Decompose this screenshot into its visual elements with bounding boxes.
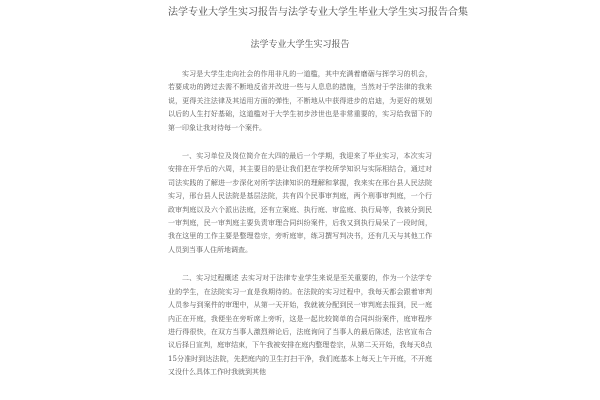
paragraph-intro: 实习是大学生走向社会的作用非凡的一道槛，其中充满着磨砺与挥学习的机会，若要成功的跨过去需不断地反省并改进一些与人息息的措施，当然对于学法律的我来说，更得关注法律及其适用方面的弹性，不断地从中获得进步的启迪，为更好的规划以后的人生打好基础，这道槛对于大学生初步涉世也是非常重要的，实习给我留下的第一印象让我对待每一个案件。 bbox=[168, 70, 432, 132]
article-title: 法学专业大学生实习报告 bbox=[250, 40, 350, 50]
paragraph-internship-unit: 一、实习单位及岗位简介在大四的最后一个学期，我迎来了毕业实习，本次实习安排在开学后的六周，其主要目的是让我们把在学校所学知识与实际相结合，通过对司法实践的了解进一步深化对所学法律知识的理解和掌握，我来实在邢台县人民法院实习，邢台县人民法院是基层法院，共有四个民事审判庭，两个刑事审判庭，一个行政审判庭以及六个派出法庭，还有立案庭、执行庭、审监庭、执行局等，我被分到民一审判庭，民一审判庭主要负责审理合同纠纷案件，后我又到执行局呆了一段时间，我在这里的工作主要是整理卷宗，旁听庭审，练习撰写判决书，还有几天与其他工作人员到当事人住所地调查。 bbox=[168, 152, 432, 254]
document-title: 法学专业大学生实习报告与法学专业大学生毕业大学生实习报告合集 bbox=[168, 7, 468, 18]
paragraph-internship-process: 二、实习过程概述 去实习对于法律专业学生来说是至关重要的，作为一个法学专业的学生，在法院实习一直是我期待的。在法院的实习过程中，我每天都会跟着审判人员参与到案件的审理中，从第一天开始，我就被分配到民一审判庭去报到，民一庭内正在开庭，我便坐在旁听席上旁听，这是一起比较简单的合同纠纷案件，庭审程序进行得很快，在双方当事人激烈辩论后，法庭询问了当事人的最后陈述，法官宣布合议后择日宣判，庭审结束，下午我被安排在庭内整理卷宗，从第二天开始，我每天8点15分准时到达法院，先把庭内的卫生打扫干净，我们庭基本上每天上午开庭，不开庭又没什么具体工作时我就到其他 bbox=[168, 274, 432, 377]
